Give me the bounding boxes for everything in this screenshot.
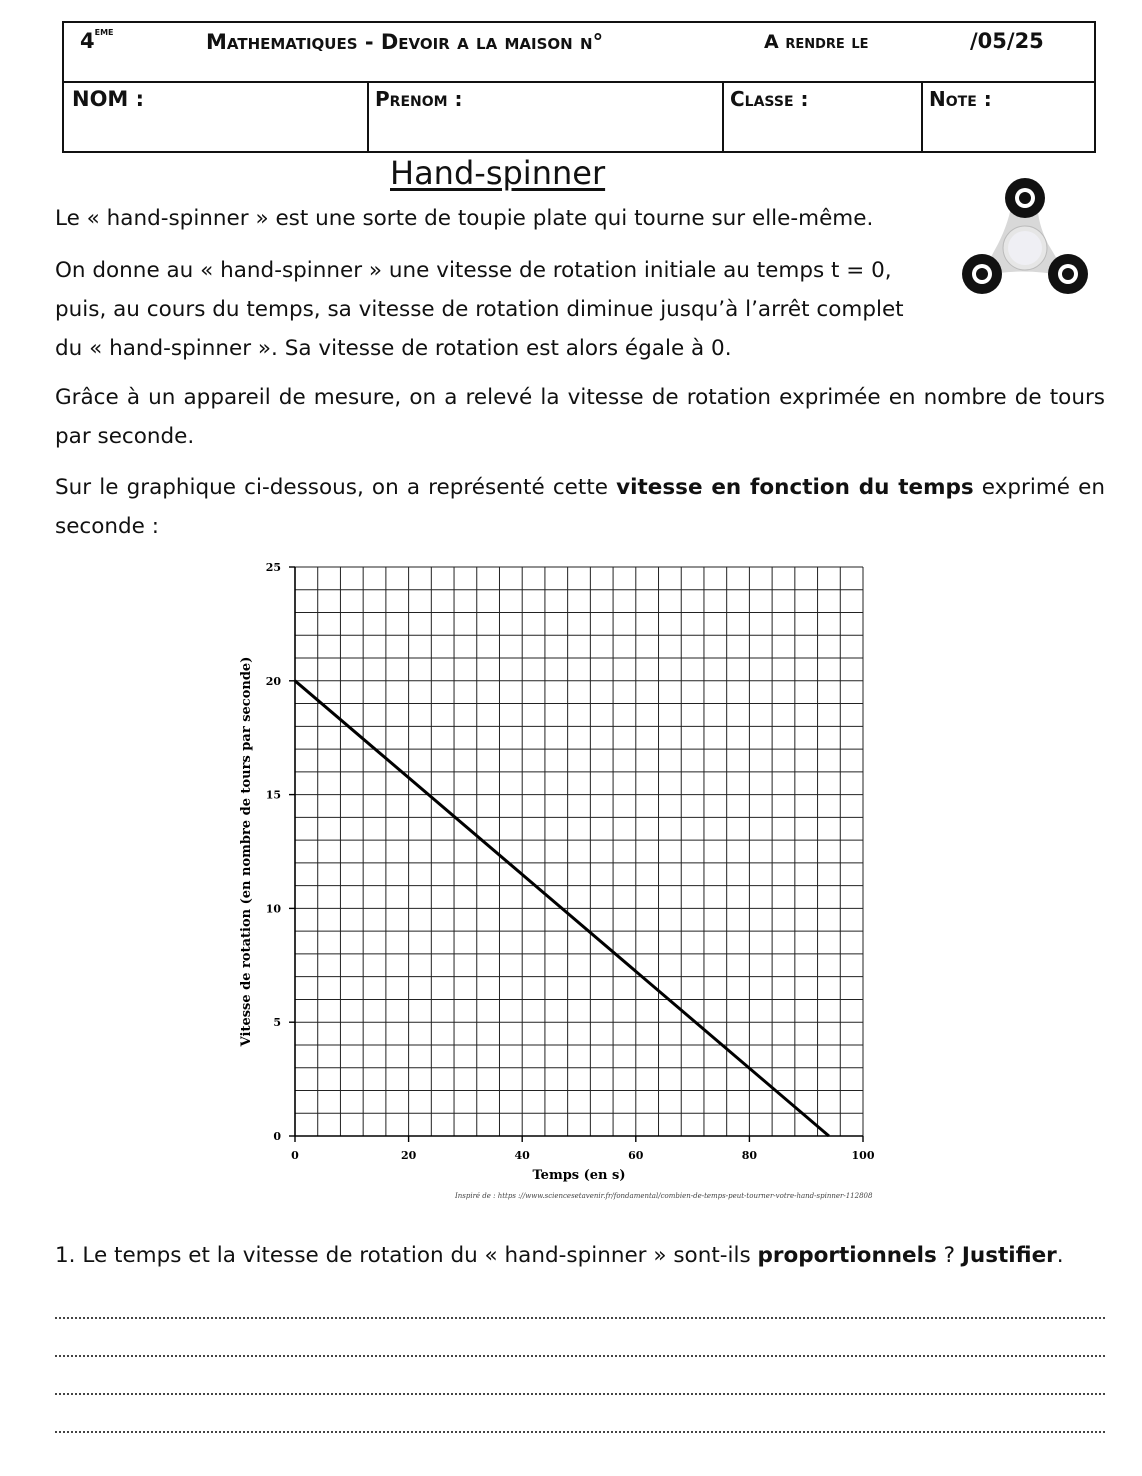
answer-line-4[interactable] <box>55 1431 1105 1433</box>
header-row-title: 4eme Mathematiques - Devoir a la maison n° A rendre le /05/25 <box>64 23 1094 83</box>
y-axis-label: Vitesse de rotation (en nombre de tours par seconde) <box>239 656 254 1047</box>
x-tick-label: 80 <box>741 1149 758 1162</box>
x-tick-label: 20 <box>400 1149 417 1162</box>
paragraph-line-2: puis, au cours du temps, sa vitesse de rotation diminue jusqu’à l’arrêt complet <box>55 297 904 322</box>
y-tick-label: 10 <box>265 902 281 916</box>
paragraph-graph-intro <box>55 468 1105 546</box>
graph-intro-bold: vitesse en fonction du temps <box>616 475 974 500</box>
y-tick-label: 5 <box>273 1016 281 1030</box>
paragraph-intro: Le « hand-spinner » est une sorte de toupie plate qui tourne sur elle-même. <box>55 206 874 231</box>
exercise-title: Hand-spinner <box>390 154 606 192</box>
source-citation: Inspiré de : https ://www.sciencesetavenir.fr/fondamental/combien-de-temps-peut-tourner-votre-hand-spinner-112808 <box>455 1192 873 1200</box>
paragraph-line-1: On donne au « hand-spinner » une vitesse de rotation initiale au temps t = 0, <box>55 258 892 283</box>
y-tick-label: 0 <box>273 1130 281 1143</box>
level-number: 4 <box>80 29 95 53</box>
x-tick-label: 40 <box>514 1149 530 1162</box>
level-sup: eme <box>94 25 114 38</box>
header-row-identity: NOM : Prenom : Classe : Note : <box>64 81 1094 151</box>
graph-intro-end: exprimé en seconde : <box>55 475 1106 539</box>
question-1 <box>55 1243 1064 1268</box>
y-tick-label: 20 <box>265 674 281 688</box>
answer-line-1[interactable] <box>55 1317 1105 1319</box>
q1-mid: ? <box>936 1243 962 1268</box>
x-axis-label: Temps (en s) <box>532 1168 626 1183</box>
answer-line-3[interactable] <box>55 1393 1105 1395</box>
x-tick-label: 60 <box>628 1149 644 1162</box>
q1-bold-justifier: Justifier <box>961 1243 1057 1268</box>
speed-time-chart <box>230 550 910 1190</box>
graph-intro-text: Sur le graphique ci-dessous, on a représenté cette <box>55 475 617 500</box>
x-tick-label: 0 <box>291 1149 299 1162</box>
paragraph-measure: Grâce à un appareil de mesure, on a relevé la vitesse de rotation exprimée en nombre de tours par seconde. <box>55 385 1105 449</box>
y-tick-label: 25 <box>265 561 281 574</box>
paragraph-line-3: du « hand-spinner ». Sa vitesse de rotation est alors égale à 0. <box>55 336 732 361</box>
q1-end: . <box>1056 1243 1064 1268</box>
header-table <box>62 21 1096 153</box>
q1-text: 1. Le temps et la vitesse de rotation du « hand-spinner » sont-ils <box>55 1243 758 1268</box>
answer-line-2[interactable] <box>55 1355 1105 1357</box>
chart-grid <box>295 567 863 1136</box>
x-tick-label: 100 <box>851 1149 875 1162</box>
q1-bold-proportionnels: proportionnels <box>757 1243 937 1268</box>
y-tick-label: 15 <box>265 788 281 802</box>
